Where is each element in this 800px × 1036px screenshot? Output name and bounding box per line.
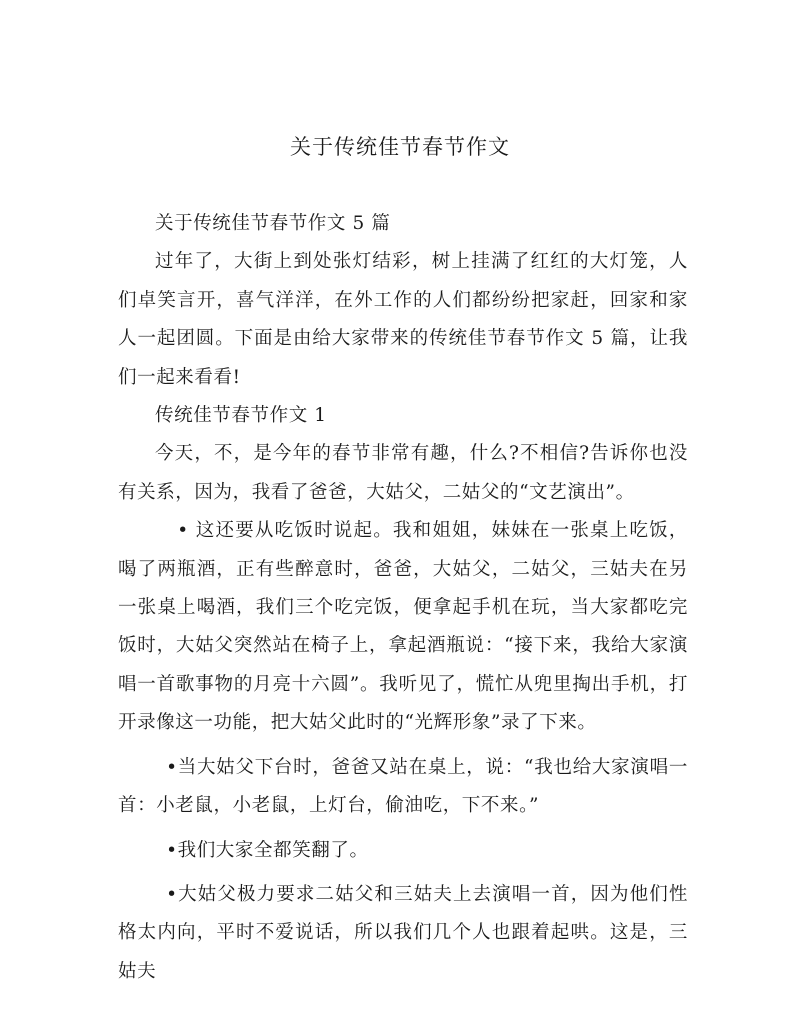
subtitle-paragraph: 关于传统佳节春节作文 5 篇 (155, 213, 391, 234)
bullet-paragraph: • 这还要从吃饭时说起。我和姐姐，妹妹在一张桌上吃饭，喝了两瓶酒，正有些醉意时，爸爸，大姑父，二姑父，三姑夫在另一张桌上喝酒，我们三个吃完饭，便拿起手机在玩，当大家都吃完饭时，大姑父突然站在椅子上，拿起酒瓶说：“接下来，我给大家演唱一首歌事物的月亮十六圆”。我听见了，慌忙从兜里掏出手机，打开录像这一功能，把大姑父此时的“光辉形象”录了下来。 (118, 520, 688, 734)
bullet-paragraph: •我们大家全都笑翻了。 (166, 839, 369, 861)
section-heading: 传统佳节春节作文 1 (155, 405, 327, 427)
body-paragraph: 今天，不，是今年的春节非常有趣，什么?不相信?告诉你也没有关系，因为，我看了爸爸，大姑父，二姑父的“文艺演出”。 (118, 443, 688, 503)
bullet-paragraph: •当大姑父下台时，爸爸又站在桌上，说：“我也给大家演唱一首：小老鼠，小老鼠，上灯台，偷油吃，下不来。” (118, 756, 688, 817)
intro-paragraph: 过年了，大街上到处张灯结彩，树上挂满了红红的大灯笼，人们卓笑言开，喜气洋洋，在外工作的人们都纷纷把家赶，回家和家人一起团圆。下面是由给大家带来的传统佳节春节作文 5 篇，让我们一起来看看! (118, 251, 688, 388)
document-title: 关于传统佳节春节作文 (290, 135, 510, 159)
bullet-paragraph: •大姑父极力要求二姑父和三姑夫上去演唱一首，因为他们性格太内向，平时不爱说话，所以我们几个人也跟着起哄。这是，三姑夫 (118, 883, 688, 982)
document-body (118, 205, 688, 991)
